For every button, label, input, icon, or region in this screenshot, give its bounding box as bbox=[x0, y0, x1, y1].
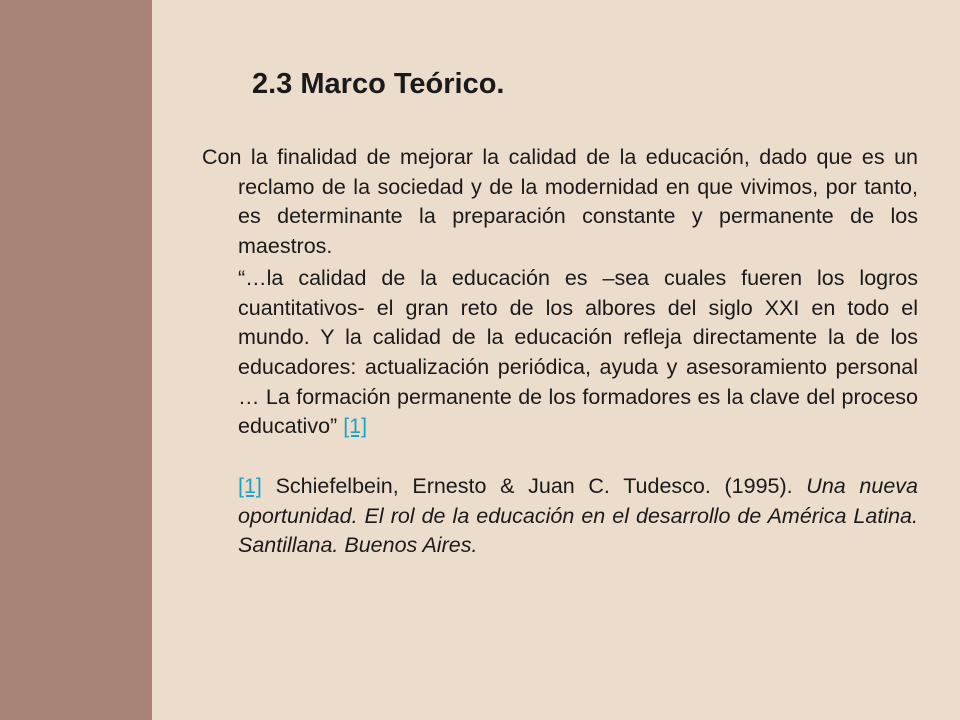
reference-marker-link[interactable]: [1] bbox=[238, 474, 262, 499]
slide-title: 2.3 Marco Teórico. bbox=[252, 68, 505, 100]
reference-entry bbox=[202, 472, 918, 561]
quote-text: “…la calidad de la educación es –sea cuales fueren los logros cuantitativos- el gran reto de los albores del siglo XXI en todo el mundo. Y la calidad de la educación refleja directamente la de los educadores: actualización periódica, ayuda y asesoramiento personal … La formación permanente de los formadores es la clave del proceso educativo” bbox=[238, 265, 918, 439]
reference-work-title: Una nueva oportunidad. El rol de la educación en el desarrollo de América Latina. Santillana. Buenos Aires. bbox=[238, 474, 918, 558]
block-quote bbox=[202, 264, 918, 442]
decorative-sidebar bbox=[0, 0, 152, 720]
reference-authors: Schiefelbein, Ernesto & Juan C. Tudesco. (1995). bbox=[275, 474, 793, 499]
intro-paragraph: Con la finalidad de mejorar la calidad de la educación, dado que es un reclamo de la sociedad y de la modernidad en que vivimos, por tanto, es determinante la preparación constante y permanente de los maestros. bbox=[202, 145, 918, 259]
spacer bbox=[202, 442, 918, 472]
slide-body bbox=[202, 143, 918, 561]
footnote-link[interactable]: [1] bbox=[343, 414, 368, 439]
